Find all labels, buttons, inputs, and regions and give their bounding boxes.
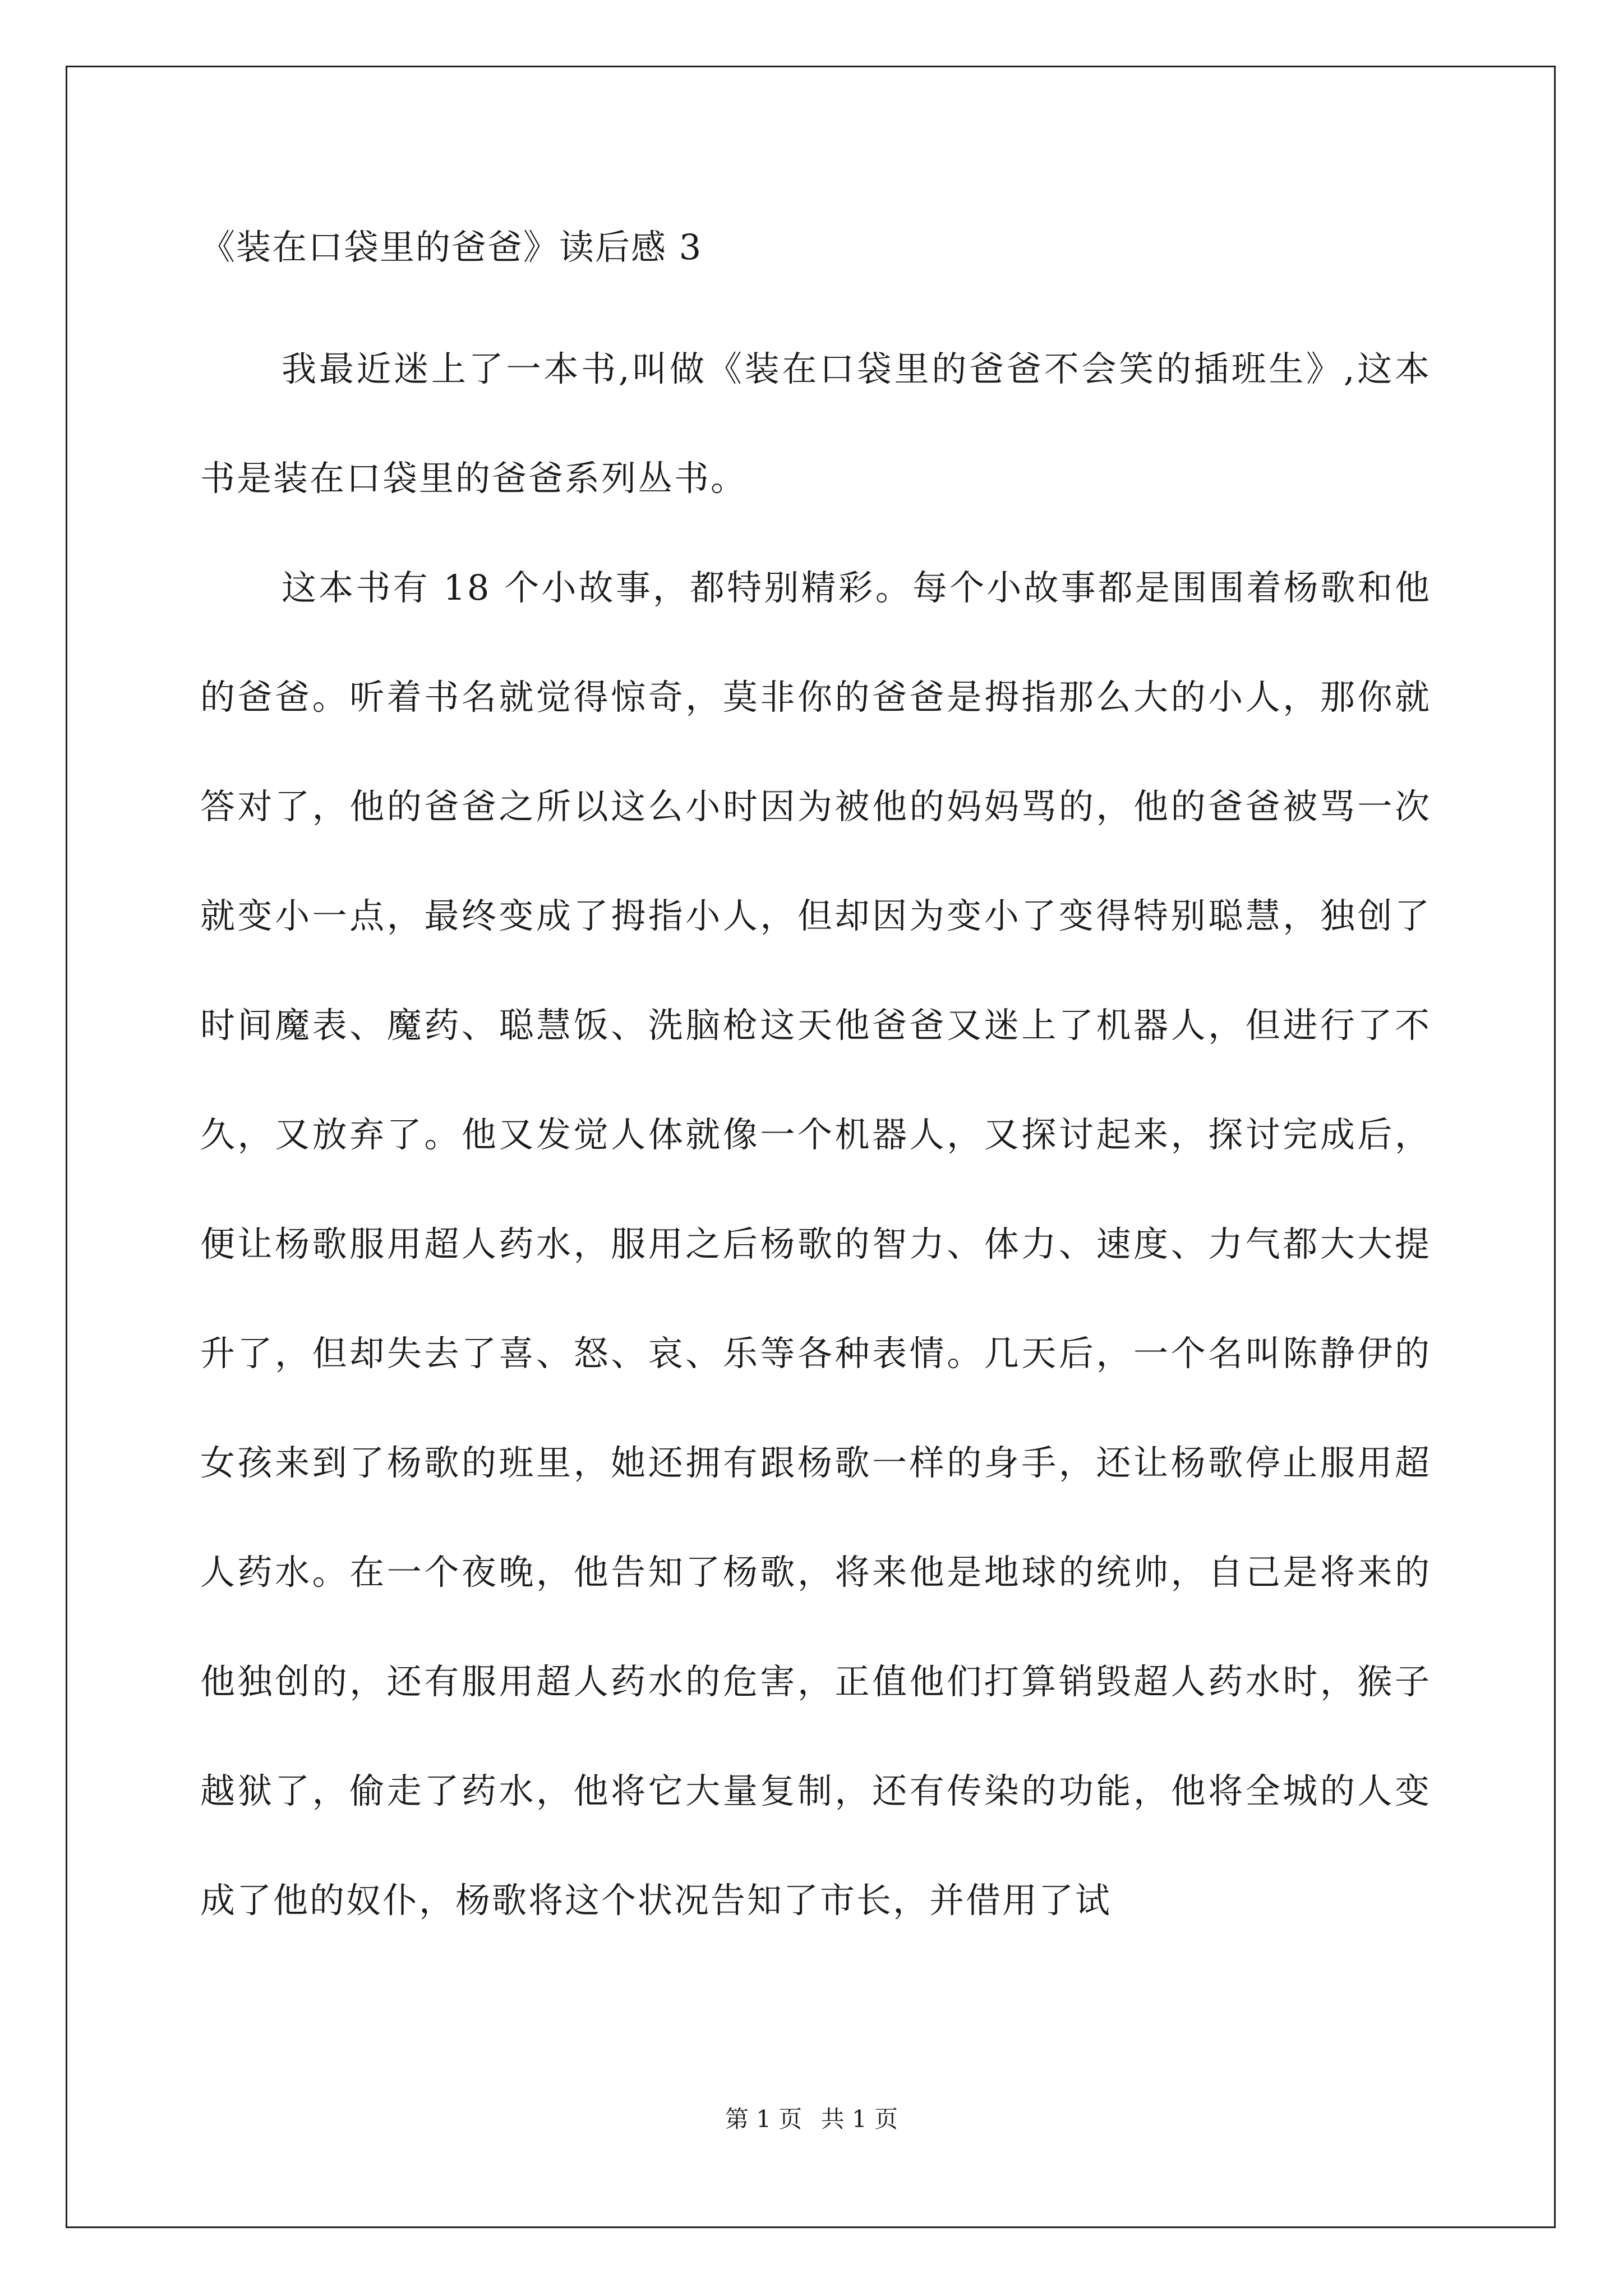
page-number: 第 1 页 [725, 2105, 803, 2133]
page-footer [0, 2102, 1623, 2136]
document-body [200, 314, 1431, 1955]
page-total: 共 1 页 [820, 2105, 898, 2133]
paragraph-2: 这本书有 18 个小故事，都特别精彩。每个小故事都是围围着杨歌和他的爸爸。听着书名就觉得惊奇，莫非你的爸爸是拇指那么大的小人，那你就答对了，他的爸爸之所以这么小时因为被他的妈妈骂的，他的爸爸被骂一次就变小一点，最终变成了拇指小人，但却因为变小了变得特别聪慧，独创了时间魔表、魔药、聪慧饭、洗脑枪这天他爸爸又迷上了机器人，但进行了不久，又放弃了。他又发觉人体就像一个机器人，又探讨起来，探讨完成后，便让杨歌服用超人药水，服用之后杨歌的智力、体力、速度、力气都大大提升了，但却失去了喜、怒、哀、乐等各种表情。几天后，一个名叫陈静伊的女孩来到了杨歌的班里，她还拥有跟杨歌一样的身手，还让杨歌停止服用超人药水。在一个夜晚，他告知了杨歌，将来他是地球的统帅，自己是将来的他独创的，还有服用超人药水的危害，正值他们打算销毁超人药水时，猴子越狱了，偷走了药水，他将它大量复制，还有传染的功能，他将全城的人变成了他的奴仆，杨歌将这个状况告知了市长，并借用了试 [200, 567, 1431, 1921]
document-title: 《装在口袋里的爸爸》读后感 3 [200, 227, 703, 268]
paragraph-1: 我最近迷上了一本书,叫做《装在口袋里的爸爸不会笑的插班生》,这本书是装在口袋里的爸爸系列丛书。 [200, 348, 1431, 499]
